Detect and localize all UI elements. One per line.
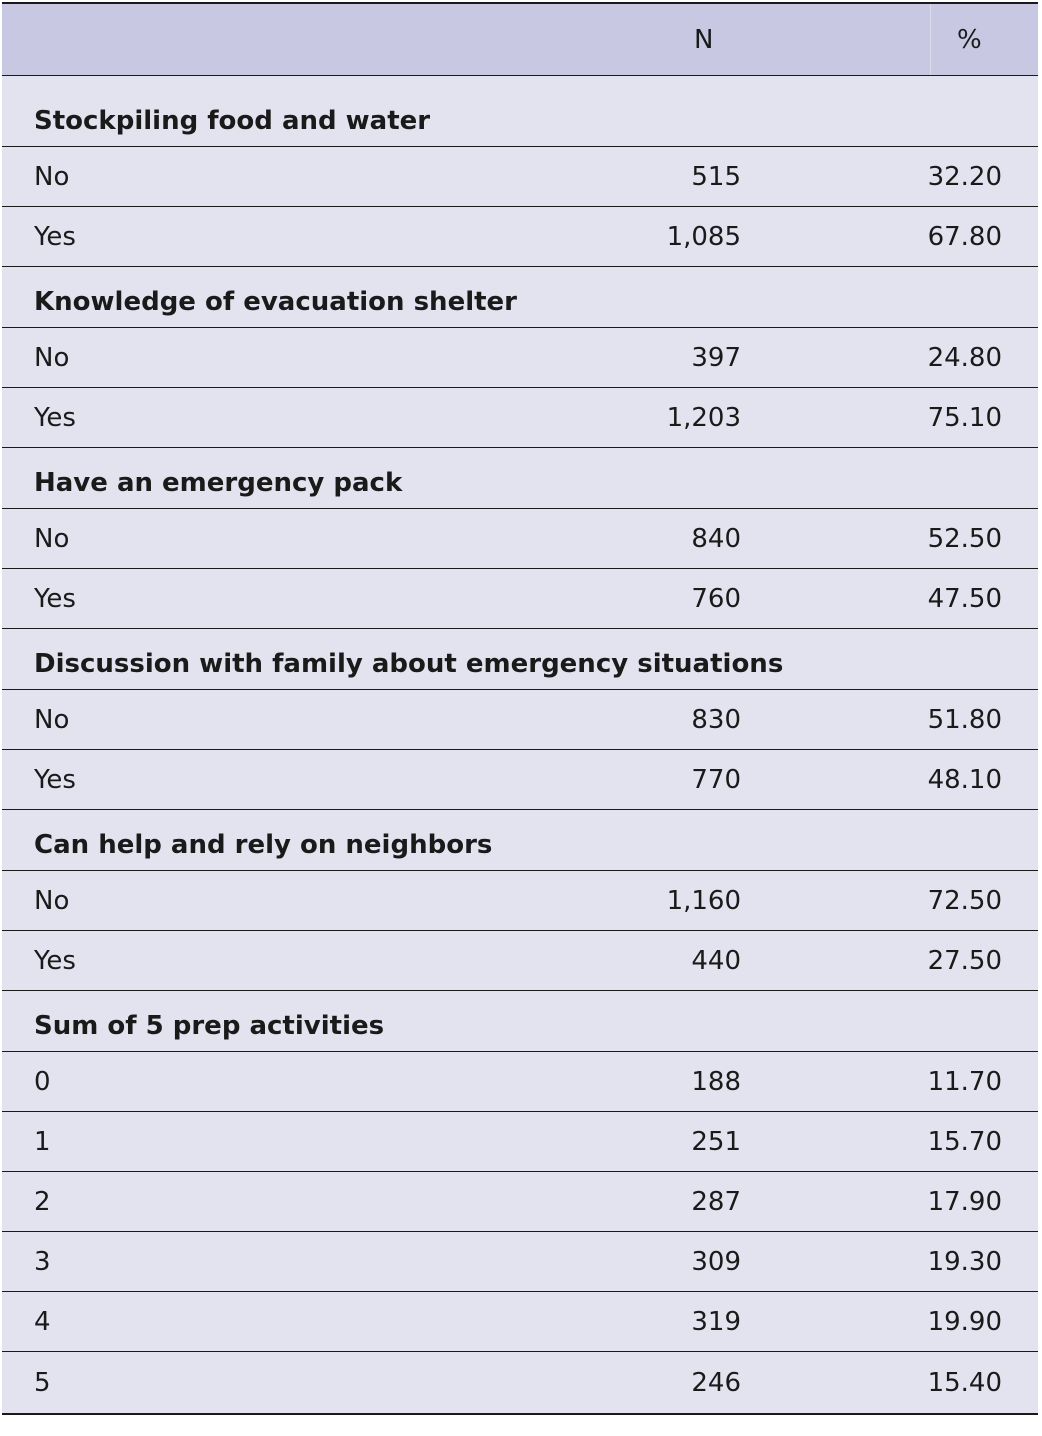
section-row (2, 448, 1038, 509)
table-row (2, 931, 1038, 991)
table-header-row (2, 4, 1038, 76)
row-percent: 75.10 (927, 402, 1002, 433)
row-label: 4 (34, 1306, 51, 1337)
row-percent: 32.20 (927, 161, 1002, 192)
row-percent: 67.80 (927, 221, 1002, 252)
table-row (2, 569, 1038, 629)
row-n: 840 (691, 523, 741, 554)
header-n: N (694, 24, 714, 55)
row-n: 1,203 (666, 402, 741, 433)
row-label: Yes (34, 764, 76, 795)
row-label: 1 (34, 1126, 51, 1157)
row-n: 760 (691, 583, 741, 614)
section-row (2, 267, 1038, 328)
table-row (2, 207, 1038, 267)
row-n: 287 (691, 1186, 741, 1217)
row-n: 251 (691, 1126, 741, 1157)
row-percent: 72.50 (927, 885, 1002, 916)
table-row (2, 690, 1038, 750)
row-percent: 52.50 (927, 523, 1002, 554)
row-label: 3 (34, 1246, 51, 1277)
table-row (2, 1112, 1038, 1172)
row-percent: 11.70 (927, 1066, 1002, 1097)
table-row (2, 750, 1038, 810)
row-label: 5 (34, 1367, 51, 1398)
row-label: Yes (34, 221, 76, 252)
section-title: Have an emergency pack (34, 468, 403, 498)
section-row (2, 629, 1038, 690)
row-percent: 17.90 (927, 1186, 1002, 1217)
table-row (2, 1052, 1038, 1112)
table-row (2, 1172, 1038, 1232)
table-row (2, 1292, 1038, 1352)
row-label: Yes (34, 945, 76, 976)
row-label: No (34, 342, 70, 373)
table-row (2, 328, 1038, 388)
row-label: No (34, 523, 70, 554)
row-percent: 24.80 (927, 342, 1002, 373)
row-n: 319 (691, 1306, 741, 1337)
row-n: 830 (691, 704, 741, 735)
section-row (2, 76, 1038, 147)
header-percent: % (957, 24, 982, 55)
header-divider (930, 4, 931, 75)
row-percent: 19.30 (927, 1246, 1002, 1277)
preparedness-table (2, 2, 1038, 1415)
section-title: Discussion with family about emergency situations (34, 649, 784, 679)
row-percent: 47.50 (927, 583, 1002, 614)
section-row (2, 810, 1038, 871)
row-label: No (34, 161, 70, 192)
row-n: 397 (691, 342, 741, 373)
row-percent: 15.70 (927, 1126, 1002, 1157)
row-n: 440 (691, 945, 741, 976)
section-title: Can help and rely on neighbors (34, 830, 493, 860)
row-n: 770 (691, 764, 741, 795)
row-n: 309 (691, 1246, 741, 1277)
row-label: No (34, 704, 70, 735)
section-title: Sum of 5 prep activities (34, 1011, 385, 1041)
section-title: Knowledge of evacuation shelter (34, 287, 517, 317)
row-percent: 27.50 (927, 945, 1002, 976)
row-n: 1,085 (666, 221, 741, 252)
section-row (2, 991, 1038, 1052)
section-title: Stockpiling food and water (34, 106, 431, 136)
row-n: 246 (691, 1367, 741, 1398)
row-n: 515 (691, 161, 741, 192)
row-percent: 19.90 (927, 1306, 1002, 1337)
row-n: 1,160 (666, 885, 741, 916)
row-label: 2 (34, 1186, 51, 1217)
row-n: 188 (691, 1066, 741, 1097)
row-percent: 48.10 (927, 764, 1002, 795)
table-row (2, 871, 1038, 931)
table-row (2, 1352, 1038, 1413)
table-row (2, 509, 1038, 569)
table-row (2, 1232, 1038, 1292)
row-percent: 51.80 (927, 704, 1002, 735)
row-percent: 15.40 (927, 1367, 1002, 1398)
row-label: 0 (34, 1066, 51, 1097)
row-label: Yes (34, 402, 76, 433)
table-row (2, 388, 1038, 448)
row-label: No (34, 885, 70, 916)
table-row (2, 147, 1038, 207)
row-label: Yes (34, 583, 76, 614)
